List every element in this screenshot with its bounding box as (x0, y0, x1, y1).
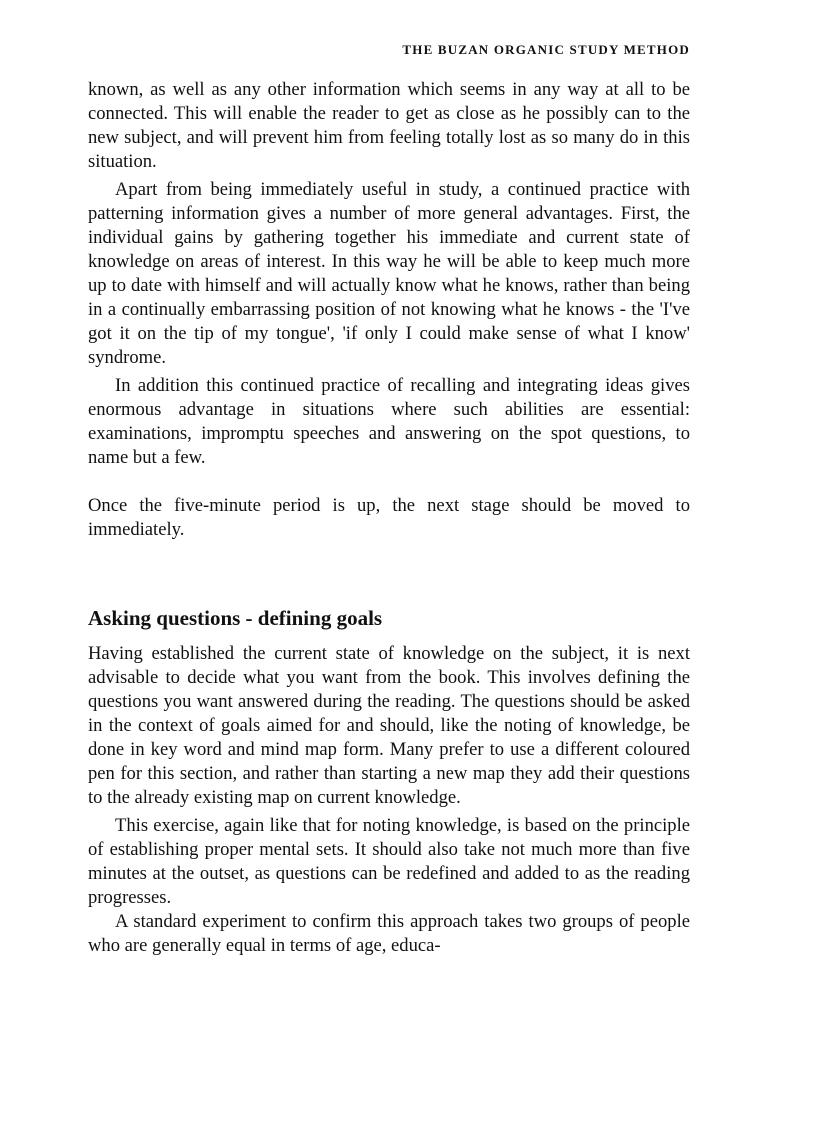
paragraph-continued: known, as well as any other information which seems in any way at all to be connected. This will enable the reader to get as close as he possibly can to the new subject, and will prevent him from feeling totally lost as so many do in this situation. (88, 79, 690, 172)
running-head: THE BUZAN ORGANIC STUDY METHOD (402, 42, 690, 57)
paragraph-experiment: A standard experiment to confirm this approach takes two groups of people who are generally equal in terms of age, educa- (88, 911, 690, 956)
paragraph-advantages: Apart from being immediately useful in study, a continued practice with patterning information gives a number of more general advantages. First, the individual gains by gathering together his immediate and current state of knowledge on areas of interest. In this way he will be able to keep much more up to date with himself and will actually know what he knows, rather than being in a continually embarrassing position of not knowing what he knows - the 'I've got it on the tip of my tongue', 'if only I could make sense of what I know' syndrome. (88, 179, 690, 368)
section-heading: Asking questions - defining goals (88, 606, 383, 630)
paragraph-in-addition: In addition this continued practice of recalling and integrating ideas gives enormous advantage in situations where such abilities are essential: examinations, impromptu speeches and answering on the spot questions, to name but a few. (88, 375, 690, 468)
book-page (88, 40, 690, 958)
paragraph-established: Having established the current state of knowledge on the subject, it is next advisable to decide what you want from the book. This involves defining the questions you want answered during the reading. The questions should be asked in the context of goals aimed for and should, like the noting of knowledge, be done in key word and mind map form. Many prefer to use a different coloured pen for this section, and rather than starting a new map they add their questions to the already existing map on current knowledge. (88, 643, 690, 808)
paragraph-five-minute: Once the five-minute period is up, the next stage should be moved to immediately. (88, 495, 690, 540)
paragraph-exercise: This exercise, again like that for noting knowledge, is based on the principle of establishing proper mental sets. It should also take not much more than five minutes at the outset, as questions can be redefined and added to as the reading progresses. (88, 815, 690, 908)
